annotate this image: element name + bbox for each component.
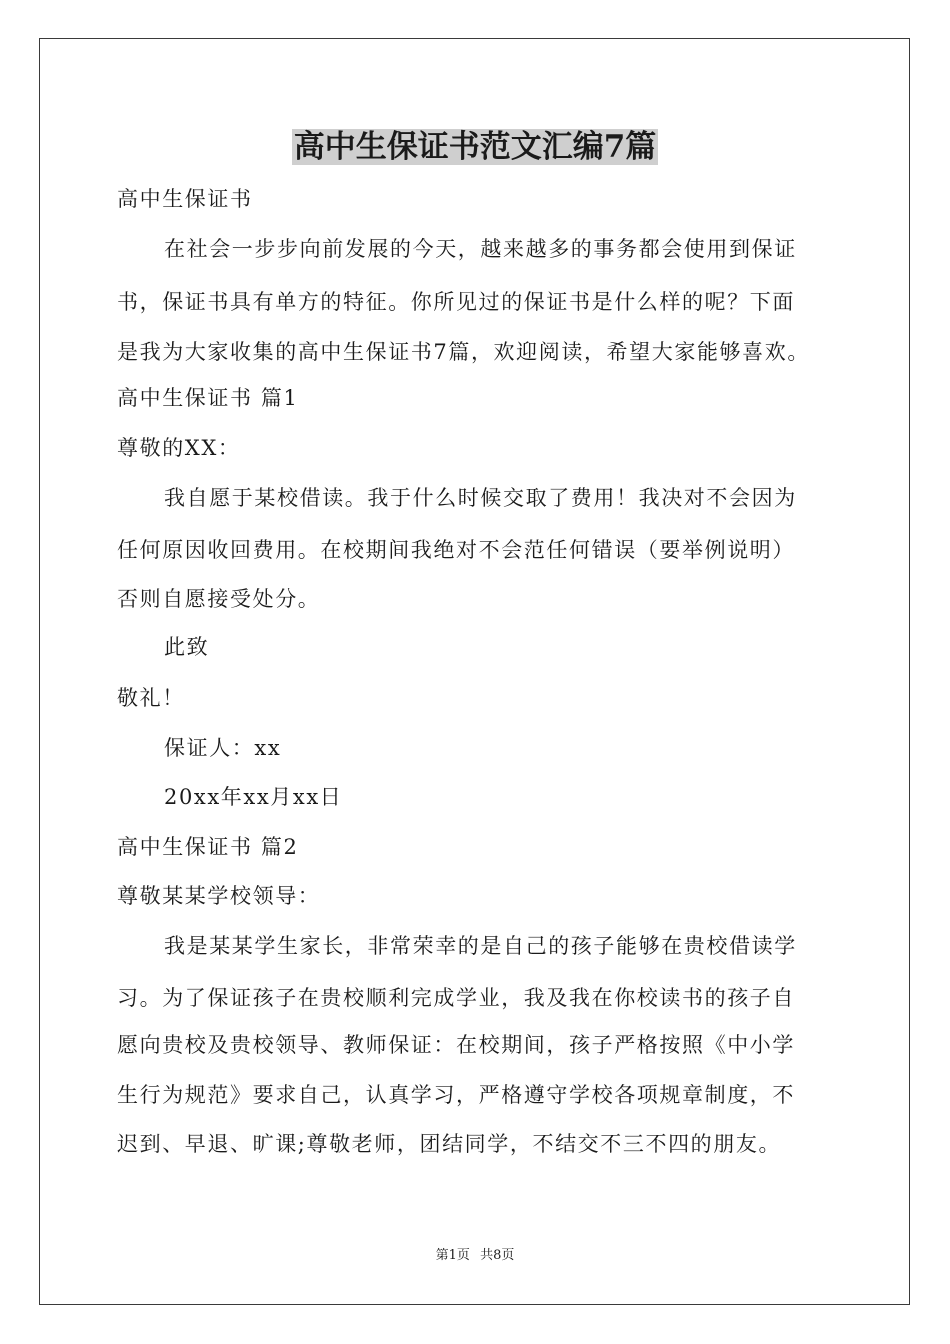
paragraph-line: 书，保证书具有单方的特征。你所见过的保证书是什么样的呢？下面 — [117, 290, 795, 314]
page-total: 共8页 — [480, 1248, 515, 1263]
section-heading: 高中生保证书 篇1 — [117, 386, 299, 410]
closing-line: 此致 — [164, 635, 210, 659]
paragraph-line: 是我为大家收集的高中生保证书7篇，欢迎阅读，希望大家能够喜欢。 — [117, 340, 810, 364]
page-footer — [0, 1247, 950, 1265]
paragraph-line: 我自愿于某校借读。我于什么时候交取了费用！我决对不会因为 — [164, 486, 797, 510]
paragraph-line: 在社会一步步向前发展的今天，越来越多的事务都会使用到保证 — [164, 237, 797, 261]
section-heading: 高中生保证书 — [117, 187, 253, 211]
paragraph-line: 任何原因收回费用。在校期间我绝对不会范任何错误（要举例说明） — [117, 538, 795, 562]
salutation: 尊敬的XX： — [117, 436, 241, 460]
date-line: 20xx年xx月xx日 — [164, 785, 343, 809]
section-heading: 高中生保证书 篇2 — [117, 835, 299, 859]
signature-line: 保证人：xx — [164, 736, 282, 760]
paragraph-line: 迟到、早退、旷课;尊敬老师，团结同学，不结交不三不四的朋友。 — [117, 1132, 782, 1156]
closing-line: 敬礼！ — [117, 686, 185, 710]
page-number: 第1页 — [435, 1248, 470, 1263]
paragraph-line: 愿向贵校及贵校领导、教师保证：在校期间，孩子严格按照《中小学 — [117, 1033, 795, 1057]
salutation: 尊敬某某学校领导： — [117, 884, 321, 908]
page-border — [39, 38, 910, 1305]
paragraph-line: 生行为规范》要求自己，认真学习，严格遵守学校各项规章制度，不 — [117, 1083, 795, 1107]
paragraph-line: 否则自愿接受处分。 — [117, 587, 321, 611]
document-title: 高中生保证书范文汇编7篇 — [293, 129, 657, 165]
paragraph-line: 习。为了保证孩子在贵校顺利完成学业，我及我在你校读书的孩子自 — [117, 986, 795, 1010]
paragraph-line: 我是某某学生家长，非常荣幸的是自己的孩子能够在贵校借读学 — [164, 934, 797, 958]
